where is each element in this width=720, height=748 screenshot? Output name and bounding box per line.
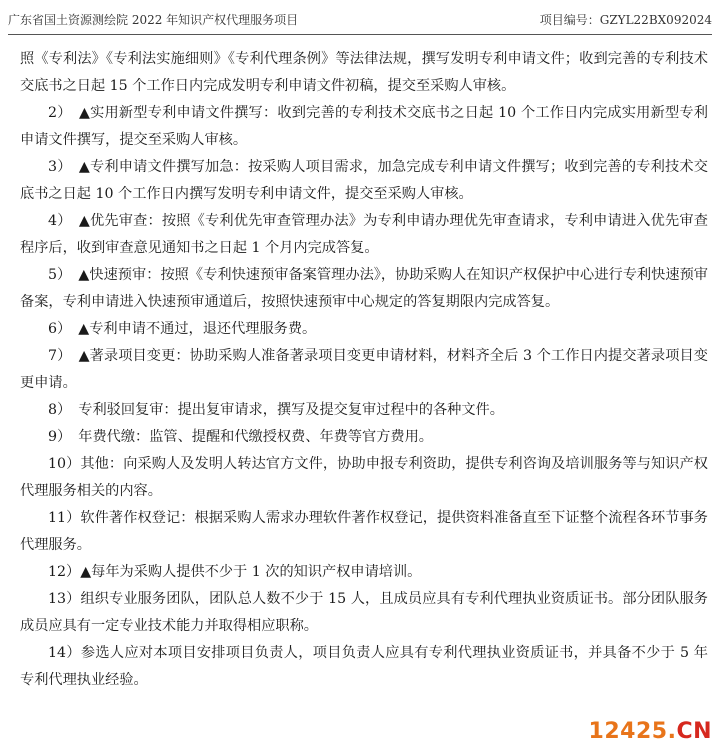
item-14: 14）参选人应对本项目安排项目负责人，项目负责人应具有专利代理执业资质证书，并具备不少于 5 年专利代理执业经验。: [20, 645, 708, 688]
page-header: [8, 0, 712, 35]
item-8: 8） 专利驳回复审：提出复审请求，撰写及提交复审过程中的各种文件。: [48, 402, 504, 418]
item-11: 11）软件著作权登记：根据采购人需求办理软件著作权登记，提供资料准备直至下证整个流程各环节事务代理服务。: [20, 510, 708, 553]
item-12: 12）▲每年为采购人提供不少于 1 次的知识产权申请培训。: [48, 564, 422, 580]
item-3: 3） ▲专利申请文件撰写加急：按采购人项目需求，加急完成专利申请文件撰写；收到完善的专利技术交底书之日起 10 个工作日内撰写发明专利申请文件，提交至采购人审核。: [20, 159, 708, 202]
item-13: 13）组织专业服务团队，团队总人数不少于 15 人，且成员应具有专利代理执业资质证书。部分团队服务成员应具有一定专业技术能力并取得相应职称。: [20, 591, 708, 634]
item-5: 5） ▲快速预审：按照《专利快速预审备案管理办法》，协助采购人在知识产权保护中心进行专利快速预审备案，专利申请进入快速预审通道后，按照快速预审中心规定的答复期限内完成答复。: [20, 267, 708, 310]
document-title: 广东省国土资源测绘院 2022 年知识产权代理服务项目: [8, 13, 299, 27]
item-4: 4） ▲优先审查：按照《专利优先审查管理办法》为专利申请办理优先审查请求，专利申请进入优先审查程序后，收到审查意见通知书之日起 1 个月内完成答复。: [20, 213, 708, 256]
project-number: 项目编号：GZYL22BX092024: [539, 13, 712, 27]
item-9: 9） 年费代缴：监管、提醒和代缴授权费、年费等官方费用。: [48, 429, 433, 445]
item-10: 10）其他：向采购人及发明人转达官方文件，协助申报专利资助，提供专利咨询及培训服务等与知识产权代理服务相关的内容。: [20, 456, 708, 499]
document-body: [20, 46, 708, 694]
watermark-dot: .: [667, 719, 677, 744]
paragraph-continuation: 照《专利法》《专利法实施细则》《专利代理条例》等法律法规，撰写发明专利申请文件；收到完善的专利技术交底书之日起 15 个工作日内完成发明专利申请文件初稿，提交至采购人审核。: [20, 51, 708, 94]
site-watermark: [589, 719, 712, 744]
item-2: 2） ▲实用新型专利申请文件撰写：收到完善的专利技术交底书之日起 10 个工作日内完成实用新型专利申请文件撰写，提交至采购人审核。: [20, 105, 708, 148]
watermark-suffix: CN: [676, 719, 712, 744]
item-6: 6） ▲专利申请不通过，退还代理服务费。: [48, 321, 317, 337]
watermark-number: 12425: [588, 719, 668, 744]
item-7: 7） ▲著录项目变更：协助采购人准备著录项目变更申请材料，材料齐全后 3 个工作日内提交著录项目变更申请。: [20, 348, 708, 391]
